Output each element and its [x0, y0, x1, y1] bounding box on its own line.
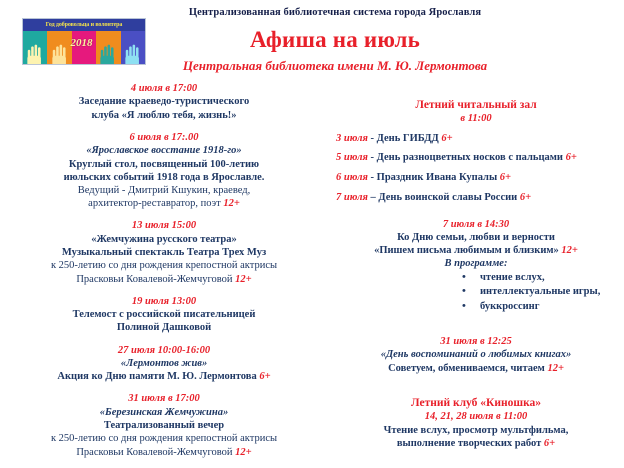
event-line — [6, 95, 322, 108]
event-line-text: Музыкальный спектакль Театра Трех Муз — [61, 247, 267, 259]
event-line-text: «Лермонтов жив» — [120, 358, 208, 370]
item-separator: – — [367, 191, 379, 203]
event-date: 13 июля 15:00 — [131, 220, 197, 232]
event-line: «День воспоминаний о любимых книгах» — [380, 349, 572, 361]
event-line-text: выполнение творческих работ — [396, 437, 544, 449]
event-family-day — [334, 218, 618, 314]
logo-year-label: 2018 — [70, 37, 93, 49]
event-line-text: Прасковьи Ковалевой-Жемчуговой — [76, 273, 236, 285]
event-line-text: Акция ко Дню памяти М. Ю. Лермонтова — [57, 371, 260, 383]
event-date: 14, 21, 28 июля в 11:00 — [424, 411, 528, 423]
event-line — [6, 197, 322, 210]
program-item: • интеллектуальные игры, — [462, 285, 618, 299]
event-date: 31 июля в 12:25 — [440, 336, 512, 348]
reading-room-item — [334, 133, 618, 146]
item-separator: - — [367, 172, 377, 184]
event-line-text: Прасковьи Ковалевой-Жемчуговой — [76, 446, 236, 458]
event-line — [6, 184, 322, 197]
event-line-text: архитектор-реставратор, поэт — [88, 198, 224, 210]
event-line — [6, 233, 322, 246]
event-line-text: к 250-летию со дня рождения крепостной актрисы — [50, 433, 278, 445]
event-line-text: Телемост с российской писательницей — [72, 309, 256, 321]
event-line — [6, 406, 322, 419]
event-line-text: Театрализованный вечер — [103, 420, 225, 432]
item-text: Праздник Ивана Купалы — [376, 172, 500, 184]
event-block — [6, 131, 322, 211]
age-rating: 6+ — [499, 172, 511, 184]
item-text: День ГИБДД — [376, 132, 442, 144]
age-rating: 6+ — [259, 371, 271, 383]
reading-room-title: Летний читальный зал — [415, 99, 537, 111]
item-date: 7 июля — [336, 191, 368, 203]
event-block — [6, 295, 322, 335]
event-date: 7 июля в 14:30 — [442, 218, 510, 230]
reading-room-item — [334, 152, 618, 165]
event-cinema-club — [334, 396, 618, 450]
event-line — [6, 144, 322, 157]
poster-header — [0, 0, 624, 78]
event-date: 27 июля 10:00-16:00 — [117, 344, 211, 356]
event-line: Чтение вслух, просмотр мультфильма, — [383, 424, 569, 436]
age-rating: 6+ — [543, 437, 556, 449]
event-date: 31 июля в 17:00 — [128, 393, 200, 405]
age-rating: 12+ — [547, 362, 564, 374]
event-line-text: Заседание краеведо-туристического — [78, 96, 250, 108]
event-line — [6, 321, 322, 334]
event-line-text: «Березинская Жемчужина» — [99, 406, 229, 418]
program-item: • чтение вслух, — [462, 271, 618, 285]
event-date: 6 июля в 17:.00 — [129, 131, 199, 143]
logo-banner-text: Год добровольца и волонтера — [23, 19, 145, 31]
age-rating: 12+ — [561, 245, 578, 257]
item-separator: - — [367, 132, 377, 144]
program-list — [334, 271, 618, 314]
event-line — [6, 432, 322, 445]
event-line-text: «Жемчужина русского театра» — [91, 233, 237, 245]
reading-room-heading — [334, 98, 618, 126]
item-text: День воинской славы России — [378, 191, 520, 203]
age-rating: 6+ — [519, 191, 532, 203]
program-item: • буккроссинг — [462, 300, 618, 314]
item-date: 5 июля — [336, 152, 368, 164]
event-line — [6, 259, 322, 272]
event-line — [6, 109, 322, 122]
poster-columns — [0, 82, 624, 468]
library-subtitle: Центральная библиотека имени М. Ю. Лермонтова — [182, 58, 488, 73]
event-line — [6, 273, 322, 286]
event-line — [334, 437, 618, 450]
right-events-column — [330, 82, 624, 468]
item-date: 6 июля — [336, 172, 368, 184]
event-line-text: «Ярославское восстание 1918-го» — [86, 145, 242, 157]
left-events-column — [0, 82, 330, 468]
cinema-club-heading: Летний клуб «Киношка» — [410, 396, 542, 409]
event-line-text: Советуем, обмениваемся, читаем — [388, 362, 548, 374]
event-line-text: клуба «Я люблю тебя, жизнь!» — [91, 109, 237, 121]
event-line-text: к 250-летию со дня рождения крепостной актрисы — [50, 260, 278, 272]
event-line: Ко Дню семьи, любви и верности — [397, 232, 555, 244]
event-line — [6, 308, 322, 321]
item-date: 3 июля — [336, 132, 368, 144]
age-rating: 6+ — [441, 132, 453, 144]
event-date: 19 июля 13:00 — [131, 295, 197, 307]
event-line-text: Полиной Дашковой — [116, 322, 212, 334]
age-rating: 6+ — [565, 152, 577, 164]
event-line — [6, 446, 322, 459]
organization-name: Централизованная библиотечная система города Ярославля — [188, 7, 482, 18]
age-rating: 12+ — [223, 198, 240, 210]
event-line-text: июльских событий 1918 года в Ярославле. — [63, 171, 265, 183]
event-block — [6, 82, 322, 122]
event-block — [6, 344, 322, 384]
event-line — [6, 370, 322, 383]
program-label: В программе: — [444, 257, 508, 269]
item-separator: - — [367, 152, 377, 164]
reading-room-item — [334, 172, 618, 185]
reading-room-item — [334, 192, 618, 205]
event-line — [6, 171, 322, 184]
reading-room-list — [334, 133, 618, 205]
age-rating: 12+ — [235, 446, 252, 458]
event-line — [334, 362, 618, 375]
event-line — [334, 244, 618, 257]
event-memories-day — [334, 335, 618, 375]
event-block — [6, 219, 322, 285]
event-line-text: Ведущий - Дмитрий Кшукин, краевед, — [77, 184, 251, 196]
event-line-text: «Пишем письма любимым и близким» — [374, 245, 562, 257]
page-title: Афиша на июль — [250, 27, 420, 52]
event-line — [6, 246, 322, 259]
age-rating: 12+ — [235, 273, 252, 285]
event-line-text: Круглый стол, посвященный 100-летию — [68, 158, 260, 170]
event-date: 4 июля в 17:00 — [130, 83, 198, 94]
item-text: День разноцветных носков с пальцами — [376, 152, 566, 164]
event-line — [6, 158, 322, 171]
event-line — [6, 357, 322, 370]
event-line — [6, 419, 322, 432]
event-block — [6, 392, 322, 458]
reading-room-time: в 11:00 — [460, 113, 492, 125]
